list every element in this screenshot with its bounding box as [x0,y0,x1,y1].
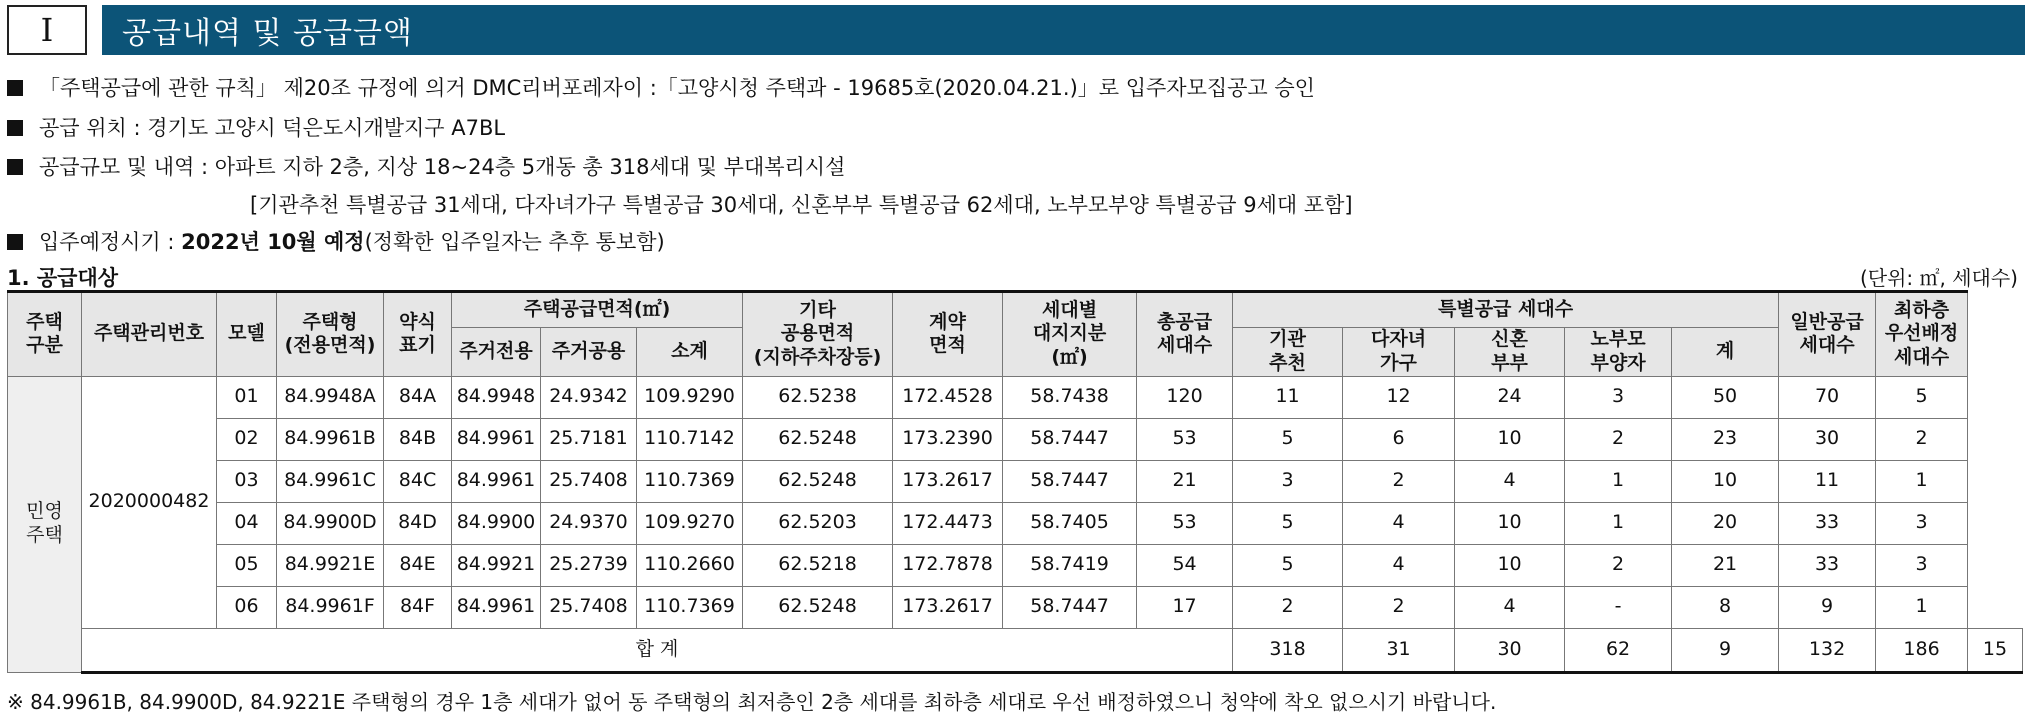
table-cell: 5 [1233,502,1343,544]
table-cell: - [1565,586,1672,628]
total-row [8,628,2023,672]
table-cell: 62.5218 [743,544,893,586]
table-cell: 1 [1876,460,1968,502]
table-cell: 62.5248 [743,418,893,460]
table-cell: 4 [1455,460,1565,502]
header-housing-type: 주택 구분 [8,292,82,377]
table-row [8,460,2023,502]
table-cell: 1 [1565,460,1672,502]
table-row [8,544,2023,586]
section-title: 공급내역 및 공급금액 [122,16,413,51]
table-cell: 11 [1779,460,1876,502]
table-cell: 109.9290 [637,376,743,418]
table-cell: 8 [1672,586,1779,628]
table-cell: 172.4528 [893,376,1003,418]
table-cell: 84.9900 [452,502,541,544]
header-model: 모델 [217,292,277,377]
total-cell: 15 [1968,628,2023,672]
table-cell: 84.9961 [452,418,541,460]
table-cell: 10 [1455,544,1565,586]
table-cell: 2 [1565,544,1672,586]
table-cell: 84.9961B [277,418,384,460]
table-cell: 172.4473 [893,502,1003,544]
intro-line-location: 공급 위치 : 경기도 고양시 덕은도시개발지구 A7BL [7,112,505,142]
table-row [8,502,2023,544]
square-bullet-icon [7,120,23,136]
header-total-units: 총공급 세대수 [1137,292,1233,377]
header-contract-area: 계약 면적 [893,292,1003,377]
table-cell: 110.7369 [637,586,743,628]
table-cell: 110.7142 [637,418,743,460]
table-cell: 2 [1343,586,1455,628]
table-cell: 53 [1137,418,1233,460]
table-cell: 62.5203 [743,502,893,544]
section-number-box: Ⅰ [7,5,87,55]
table-cell: 58.7438 [1003,376,1137,418]
header-supply-area-group: 주택공급면적(㎡) [452,292,743,328]
table-cell: 3 [1233,460,1343,502]
intro-line-approval: 「주택공급에 관한 규칙」 제20조 규정에 의거 DMC리버포레자이 :「고양시청 주택과 - 19685호(2020.04.21.)」로 입주자모집공고 승인 [7,72,1315,102]
table-cell: 5 [1876,376,1968,418]
table-cell: 01 [217,376,277,418]
header-special-supply-group: 특별공급 세대수 [1233,292,1779,328]
table-cell: 70 [1779,376,1876,418]
footnote: ※ 84.9961B, 84.9900D, 84.9221E 주택형의 경우 1층 세대가 없어 동 주택형의 최저층인 2층 세대를 최하층 세대로 우선 배정하였으니 청약에 착오 없으시기 바랍니다. [7,690,1497,714]
header-land-share: 세대별 대지지분 (㎡) [1003,292,1137,377]
table-cell: 30 [1779,418,1876,460]
table-cell: 21 [1137,460,1233,502]
table-cell: 173.2617 [893,460,1003,502]
table-cell: 2 [1565,418,1672,460]
table-cell: 84E [384,544,452,586]
table-cell: 2 [1876,418,1968,460]
total-cell: 62 [1565,628,1672,672]
table-cell: 3 [1565,376,1672,418]
header-exclusive-area: 주거전용 [452,328,541,377]
header-institution: 기관 추천 [1233,328,1343,377]
table-cell: 4 [1343,544,1455,586]
total-cell: 31 [1343,628,1455,672]
table-cell: 04 [217,502,277,544]
table-cell: 4 [1455,586,1565,628]
header-management-number: 주택관리번호 [82,292,217,377]
table-cell: 84C [384,460,452,502]
table-cell: 23 [1672,418,1779,460]
table-cell: 84B [384,418,452,460]
table-row [8,418,2023,460]
supply-table [7,290,2023,674]
table-cell: 33 [1779,502,1876,544]
table-cell: 58.7419 [1003,544,1137,586]
square-bullet-icon [7,234,23,250]
table-cell: 110.2660 [637,544,743,586]
table-cell: 173.2617 [893,586,1003,628]
header-common-area: 주거공용 [541,328,637,377]
table-cell: 2 [1343,460,1455,502]
table-cell: 58.7447 [1003,460,1137,502]
table-cell: 21 [1672,544,1779,586]
section-header [7,5,2025,55]
table-cell: 10 [1455,418,1565,460]
table-cell: 24.9370 [541,502,637,544]
total-cell: 132 [1779,628,1876,672]
table-cell: 25.7408 [541,460,637,502]
table-cell: 109.9270 [637,502,743,544]
table-cell: 3 [1876,502,1968,544]
header-multi-child: 다자녀 가구 [1343,328,1455,377]
table-cell: 58.7447 [1003,586,1137,628]
unit-note: (단위: ㎡, 세대수) [1859,266,2018,290]
table-cell: 5 [1233,418,1343,460]
table-cell: 25.7408 [541,586,637,628]
table-row [8,376,2023,418]
table-cell: 84.9921 [452,544,541,586]
table-cell: 10 [1455,502,1565,544]
square-bullet-icon [7,80,23,96]
header-special-sum: 계 [1672,328,1779,377]
header-other-common-area: 기타 공용면적 (지하주차장등) [743,292,893,377]
table-cell: 84D [384,502,452,544]
table-cell: 24 [1455,376,1565,418]
table-cell: 84.9961C [277,460,384,502]
table-cell: 110.7369 [637,460,743,502]
intro-line-move-in: 입주예정시기 : 2022년 10월 예정(정확한 입주일자는 추후 통보함) [7,226,665,256]
subsection-title: 1. 공급대상 [7,266,119,290]
table-cell: 5 [1233,544,1343,586]
intro-line-special-breakdown: [기관추천 특별공급 31세대, 다자녀가구 특별공급 30세대, 신혼부부 특별공급 62세대, 노부모부양 특별공급 9세대 포함] [250,193,1353,217]
table-cell: 84F [384,586,452,628]
table-cell: 11 [1233,376,1343,418]
table-cell: 62.5238 [743,376,893,418]
table-cell: 25.2739 [541,544,637,586]
table-cell: 17 [1137,586,1233,628]
supply-table-body [8,376,2023,672]
table-cell: 84.9921E [277,544,384,586]
table-cell: 84.9961 [452,460,541,502]
table-cell: 1 [1565,502,1672,544]
header-subtotal: 소계 [637,328,743,377]
table-cell: 1 [1876,586,1968,628]
table-cell: 9 [1779,586,1876,628]
table-cell: 84.9948 [452,376,541,418]
housing-type-cell: 민영 주택 [8,376,82,672]
table-cell: 84.9961 [452,586,541,628]
table-cell: 33 [1779,544,1876,586]
header-abbreviation: 약식 표기 [384,292,452,377]
table-cell: 06 [217,586,277,628]
table-cell: 10 [1672,460,1779,502]
management-number-cell: 2020000482 [82,376,217,628]
table-cell: 05 [217,544,277,586]
total-cell: 318 [1233,628,1343,672]
square-bullet-icon [7,159,23,175]
header-elderly: 노부모 부양자 [1565,328,1672,377]
table-cell: 84.9961F [277,586,384,628]
section-title-bar [102,5,2025,55]
total-cell: 186 [1876,628,1968,672]
table-cell: 02 [217,418,277,460]
table-cell: 172.7878 [893,544,1003,586]
table-cell: 53 [1137,502,1233,544]
table-cell: 173.2390 [893,418,1003,460]
header-newlywed: 신혼 부부 [1455,328,1565,377]
total-cell: 9 [1672,628,1779,672]
table-cell: 58.7405 [1003,502,1137,544]
table-cell: 6 [1343,418,1455,460]
table-cell: 62.5248 [743,460,893,502]
table-cell: 84.9948A [277,376,384,418]
table-cell: 3 [1876,544,1968,586]
move-in-date: 2022년 10월 예정 [181,230,365,254]
table-cell: 12 [1343,376,1455,418]
table-cell: 54 [1137,544,1233,586]
header-house-type: 주택형 (전용면적) [277,292,384,377]
table-row [8,586,2023,628]
header-lowest-floor: 최하층 우선배정 세대수 [1876,292,1968,377]
table-cell: 84.9900D [277,502,384,544]
table-cell: 62.5248 [743,586,893,628]
table-cell: 120 [1137,376,1233,418]
table-cell: 03 [217,460,277,502]
total-label: 합 계 [82,628,1233,672]
table-cell: 58.7447 [1003,418,1137,460]
table-cell: 24.9342 [541,376,637,418]
table-cell: 25.7181 [541,418,637,460]
table-cell: 20 [1672,502,1779,544]
table-cell: 50 [1672,376,1779,418]
table-cell: 2 [1233,586,1343,628]
header-general-supply: 일반공급 세대수 [1779,292,1876,377]
table-cell: 4 [1343,502,1455,544]
intro-line-scale: 공급규모 및 내역 : 아파트 지하 2층, 지상 18~24층 5개동 총 318세대 및 부대복리시설 [7,151,845,181]
table-cell: 84A [384,376,452,418]
total-cell: 30 [1455,628,1565,672]
